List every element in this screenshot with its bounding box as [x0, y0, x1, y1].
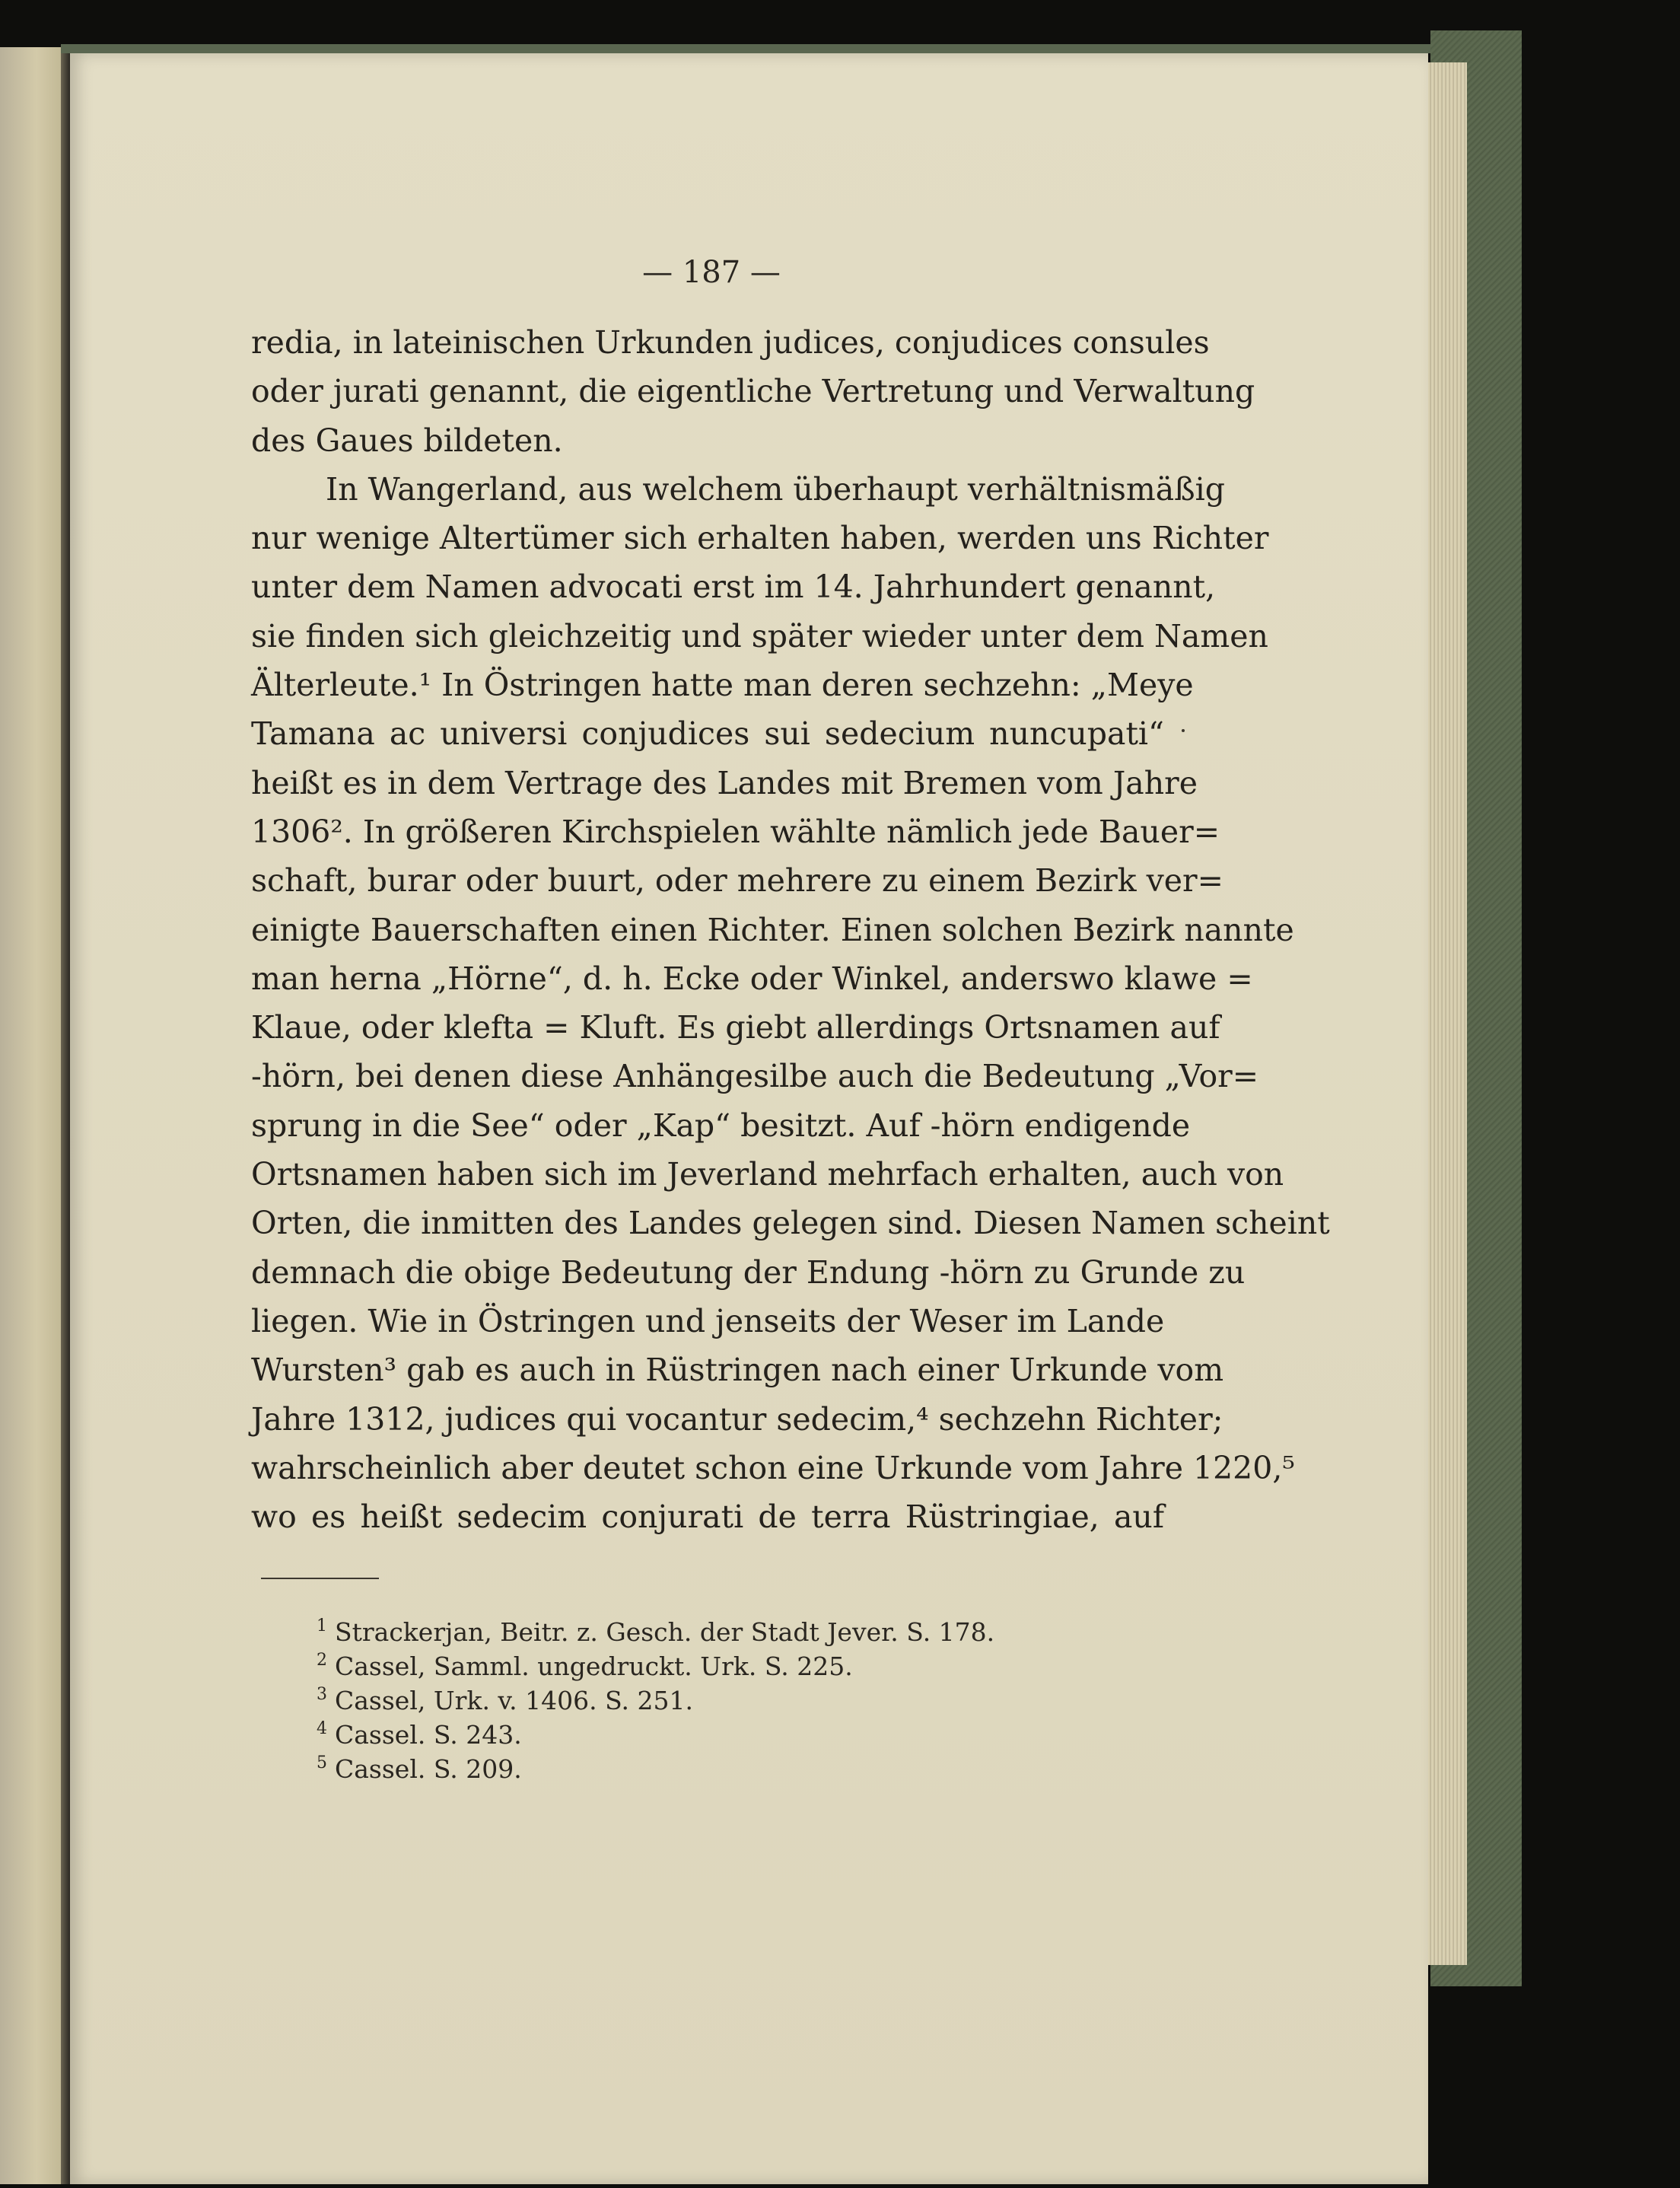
page-number: — 187 —: [642, 255, 781, 290]
footnote-item: [317, 1752, 994, 1786]
text-line: man herna „Hörne“, d. h. Ecke oder Winkel, anderswo klawe =: [251, 960, 1253, 997]
text-line: 1306². In größeren Kirchspielen wählte nämlich jede Bauer=: [251, 813, 1220, 850]
text-line: einigte Bauerschaften einen Richter. Einen solchen Bezirk nannte: [251, 911, 1294, 948]
text-line: wahrscheinlich aber deutet schon eine Urkunde vom Jahre 1220,⁵: [251, 1449, 1295, 1486]
text-line: Tamana ac universi conjudices sui sedecium nuncupati“: [251, 715, 1164, 753]
margin-speck: [1182, 729, 1185, 732]
footnote-item: [317, 1683, 994, 1718]
text-line: sie finden sich gleichzeitig und später wieder unter dem Namen: [251, 617, 1268, 654]
text-line: liegen. Wie in Östringen und jenseits der Weser im Lande: [251, 1302, 1165, 1339]
footnote-number: 5: [317, 1753, 327, 1772]
page-block-edges: [1424, 62, 1467, 1965]
text-line: oder jurati genannt, die eigentliche Vertretung und Verwaltung: [251, 373, 1255, 410]
footnote-number: 3: [317, 1685, 327, 1704]
footnote-text: Cassel, Samml. ungedruckt. Urk. S. 225.: [335, 1651, 853, 1681]
cover-top-edge: [61, 44, 1522, 53]
footnote-item: [317, 1649, 994, 1683]
text-line: -hörn, bei denen diese Anhängesilbe auch die Bedeutung „Vor=: [251, 1058, 1259, 1095]
footnote-text: Cassel, Urk. v. 1406. S. 251.: [335, 1686, 693, 1715]
text-line: des Gaues bildeten.: [251, 422, 563, 459]
facing-page-fragment: [0, 47, 61, 2184]
text-line: wo es heißt sedecim conjurati de terra Rüstringiae, auf: [251, 1498, 1164, 1536]
text-line: Orten, die inmitten des Landes gelegen sind. Diesen Namen scheint: [251, 1205, 1330, 1242]
text-line: Älterleute.¹ In Östringen hatte man deren sechzehn: „Meye: [251, 667, 1194, 704]
text-line: unter dem Namen advocati erst im 14. Jahrhundert genannt,: [251, 568, 1216, 606]
footnote-number: 2: [317, 1651, 327, 1670]
text-line: nur wenige Altertümer sich erhalten haben, werden uns Richter: [251, 520, 1269, 557]
text-line: Klaue, oder klefta = Kluft. Es giebt allerdings Ortsnamen auf: [251, 1009, 1220, 1046]
text-line: Wursten³ gab es auch in Rüstringen nach einer Urkunde vom: [251, 1352, 1224, 1389]
text-line: heißt es in dem Vertrage des Landes mit Bremen vom Jahre: [251, 764, 1198, 801]
footnote-item: [317, 1718, 994, 1752]
footnote-text: Strackerjan, Beitr. z. Gesch. der Stadt Jever. S. 178.: [335, 1617, 995, 1647]
footnote-item: [317, 1615, 995, 1649]
text-line: schaft, burar oder buurt, oder mehrere zu einem Bezirk ver=: [251, 862, 1224, 900]
footnote-text: Cassel. S. 243.: [335, 1720, 522, 1750]
footnote-text: Cassel. S. 209.: [335, 1754, 522, 1784]
text-line: demnach die obige Bedeutung der Endung -hörn zu Grunde zu: [251, 1253, 1246, 1291]
footnote-number: 4: [317, 1719, 327, 1738]
text-line: Ortsnamen haben sich im Jeverland mehrfach erhalten, auch von: [251, 1156, 1284, 1193]
text-line: sprung in die See“ oder „Kap“ besitzt. Auf -hörn endigende: [251, 1107, 1191, 1144]
text-line: In Wangerland, aus welchem überhaupt verhältnismäßig: [326, 470, 1225, 508]
text-line: Jahre 1312, judices qui vocantur sedecim,⁴ sechzehn Richter;: [251, 1400, 1223, 1438]
footnotes: [317, 1615, 995, 1786]
book-gutter: [61, 47, 70, 2184]
footnote-divider: [261, 1578, 379, 1579]
body-text: [251, 318, 1330, 1541]
footnote-number: 1: [317, 1616, 327, 1635]
text-line: redia, in lateinischen Urkunden judices, conjudices consules: [251, 324, 1210, 361]
